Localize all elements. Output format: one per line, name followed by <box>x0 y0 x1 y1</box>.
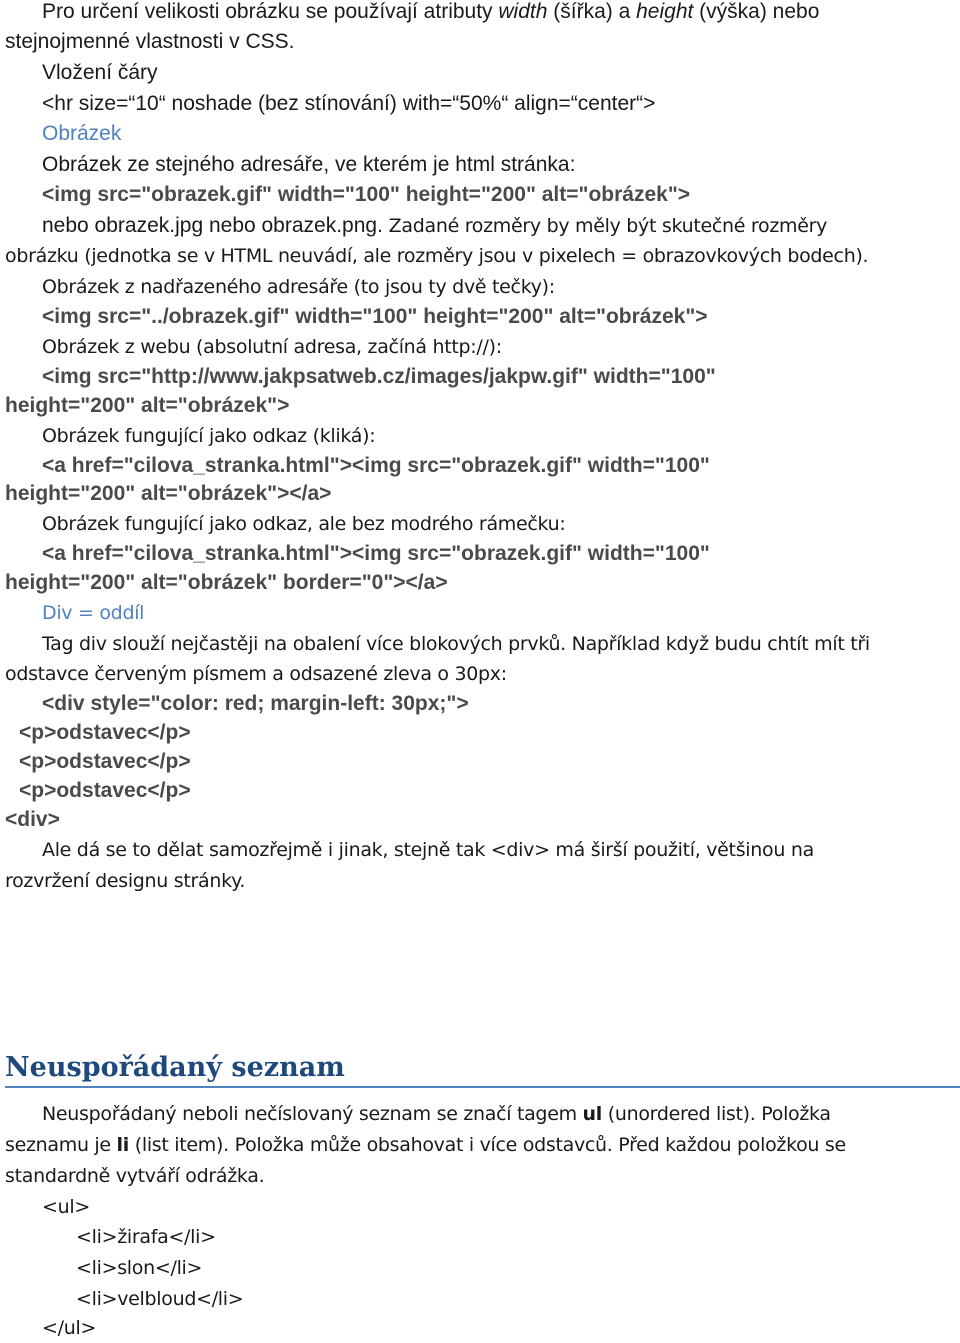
code-line: height="200" alt="obrázek"></a> <box>5 482 332 505</box>
text-run: Pro určení velikosti obrázku se používají atributy <box>42 0 499 23</box>
paragraph-line: obrázku (jednotka se v HTML neuvádí, ale rozměry jsou v pixelech = obrazovkových bodech). <box>5 245 869 267</box>
text-run-italic: width <box>498 0 548 23</box>
code-line: <img src="http://www.jakpsatweb.cz/images/jakpw.gif" width="100" <box>42 365 716 388</box>
code-line: <p>odstavec</p> <box>19 721 191 744</box>
paragraph-line: Tag div slouží nejčastěji na obalení více blokových prvků. Například když budu chtít mít tři <box>42 633 870 655</box>
code-line: <a href="cilova_stranka.html"><img src="obrazek.gif" width="100" <box>42 454 710 477</box>
code-line: height="200" alt="obrázek"> <box>5 394 290 417</box>
paragraph-line: stejnojmenné vlastnosti v CSS. <box>5 30 295 53</box>
code-line: <a href="cilova_stranka.html"><img src="obrazek.gif" width="100" <box>42 542 710 565</box>
section-heading: Neuspořádaný seznam <box>5 1052 345 1083</box>
code-line: <ul> <box>42 1196 90 1218</box>
paragraph-line: Ale dá se to dělat samozřejmě i jinak, stejně tak <div> má širší použití, většinou na <box>42 839 814 861</box>
paragraph-line: Obrázek fungující jako odkaz, ale bez modrého rámečku: <box>42 513 566 535</box>
code-line: <p>odstavec</p> <box>19 779 191 802</box>
code-line: <hr size=“10“ noshade (bez stínování) with=“50%“ align=“center“> <box>42 92 656 115</box>
paragraph-line: odstavce červeným písmem a odsazené zleva o 30px: <box>5 663 507 685</box>
text-run: Zadané rozměry by měly být skutečné rozměry <box>382 215 828 237</box>
code-line: <div style="color: red; margin-left: 30px;"> <box>42 692 469 715</box>
paragraph-line <box>42 0 819 27</box>
paragraph-line <box>42 1099 831 1129</box>
code-line: <img src="../obrazek.gif" width="100" height="200" alt="obrázek"> <box>42 305 708 328</box>
paragraph-line: Obrázek fungující jako odkaz (kliká): <box>42 425 376 447</box>
text-run-bold: li <box>116 1134 129 1156</box>
paragraph-line: rozvržení designu stránky. <box>5 870 246 892</box>
code-line: </ul> <box>42 1317 97 1339</box>
text-run: seznamu je <box>5 1134 117 1156</box>
paragraph-line <box>5 1130 846 1160</box>
paragraph-line: Obrázek ze stejného adresáře, ve kterém je html stránka: <box>42 153 576 176</box>
paragraph-line: standardně vytváří odrážka. <box>5 1165 265 1187</box>
code-line: <li>velbloud</li> <box>76 1288 244 1310</box>
paragraph-line <box>42 211 827 241</box>
code-line: <p>odstavec</p> <box>19 750 191 773</box>
subheading-obrazek: Obrázek <box>42 122 122 145</box>
subheading-div: Div = oddíl <box>42 602 145 624</box>
paragraph-line: Obrázek z webu (absolutní adresa, začíná http://): <box>42 336 502 358</box>
code-run: nebo obrazek.jpg nebo obrazek.png. <box>42 214 383 237</box>
code-line: <div> <box>5 808 60 831</box>
heading-underline <box>5 1086 960 1088</box>
code-line: <li>žirafa</li> <box>76 1226 216 1248</box>
text-run: Neuspořádaný neboli nečíslovaný seznam se značí tagem <box>42 1103 583 1125</box>
code-line: height="200" alt="obrázek" border="0"></a> <box>5 571 448 594</box>
code-line: <img src="obrazek.gif" width="100" height="200" alt="obrázek"> <box>42 183 691 206</box>
text-run: (šířka) a <box>547 0 637 23</box>
subheading-line: Vložení čáry <box>42 61 158 84</box>
paragraph-line: Obrázek z nadřazeného adresáře (to jsou ty dvě tečky): <box>42 276 555 298</box>
text-run-italic: height <box>636 0 694 23</box>
text-run: (výška) nebo <box>693 0 820 23</box>
text-run-bold: ul <box>582 1103 602 1125</box>
text-run: (unordered list). Položka <box>602 1103 831 1125</box>
code-line: <li>slon</li> <box>76 1257 203 1279</box>
text-run: (list item). Položka může obsahovat i více odstavců. Před každou položkou se <box>128 1134 846 1156</box>
